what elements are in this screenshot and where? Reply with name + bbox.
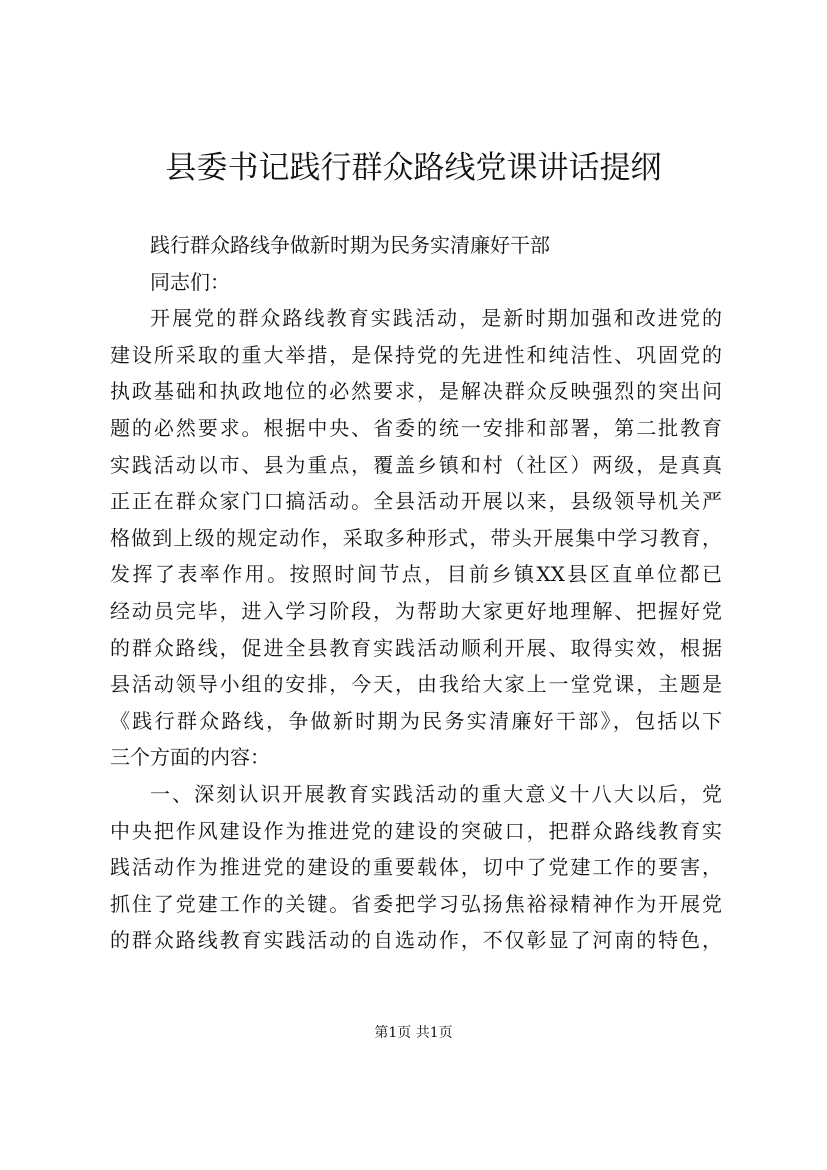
subtitle: 践行群众路线争做新时期为民务实清廉好干部	[150, 233, 550, 257]
paragraph-line: 经动员完毕，进入学习阶段，为帮助大家更好地理解、把握好党	[110, 598, 722, 623]
paragraph-line: 一、深刻认识开展教育实践活动的重大意义十八大以后，党	[150, 781, 722, 806]
paragraph-line: 发挥了表率作用。按照时间节点，目前乡镇XX县区直单位都已	[110, 562, 722, 587]
paragraph-line: 执政基础和执政地位的必然要求，是解决群众反映强烈的突出问	[110, 379, 722, 404]
document-body	[110, 227, 722, 959]
salutation: 同志们：	[150, 269, 230, 294]
paragraph-line: 《践行群众路线，争做新时期为民务实清廉好干部》，包括以下	[110, 708, 722, 733]
paragraph-line: 建设所采取的重大举措，是保持党的先进性和纯洁性、巩固党的	[110, 342, 722, 367]
document-title: 县委书记践行群众路线党课讲话提纲	[165, 150, 662, 186]
paragraph-line: 正正在群众家门口搞活动。全县活动开展以来，县级领导机关严	[110, 489, 722, 514]
paragraph-line: 县活动领导小组的安排，今天，由我给大家上一堂党课，主题是	[110, 672, 722, 697]
paragraph-line: 题的必然要求。根据中央、省委的统一安排和部署，第二批教育	[110, 415, 722, 440]
paragraph-line: 的群众路线教育实践活动的自选动作，不仅彰显了河南的特色，	[110, 928, 722, 953]
paragraph-line: 三个方面的内容：	[110, 745, 270, 770]
paragraph-line: 的群众路线，促进全县教育实践活动顺利开展、取得实效，根据	[110, 635, 722, 660]
page-footer: 第1页 共1页	[374, 1025, 453, 1041]
paragraph-line: 抓住了党建工作的关键。省委把学习弘扬焦裕禄精神作为开展党	[110, 891, 722, 916]
paragraph-line: 践活动作为推进党的建设的重要载体，切中了党建工作的要害，	[110, 855, 722, 880]
paragraph-line: 实践活动以市、县为重点，覆盖乡镇和村（社区）两级，是真真	[110, 452, 722, 477]
paragraph-line: 开展党的群众路线教育实践活动，是新时期加强和改进党的	[150, 306, 722, 331]
paragraph-line: 格做到上级的规定动作，采取多种形式，带头开展集中学习教育，	[110, 525, 722, 550]
paragraph-line: 中央把作风建设作为推进党的建设的突破口，把群众路线教育实	[110, 818, 722, 843]
